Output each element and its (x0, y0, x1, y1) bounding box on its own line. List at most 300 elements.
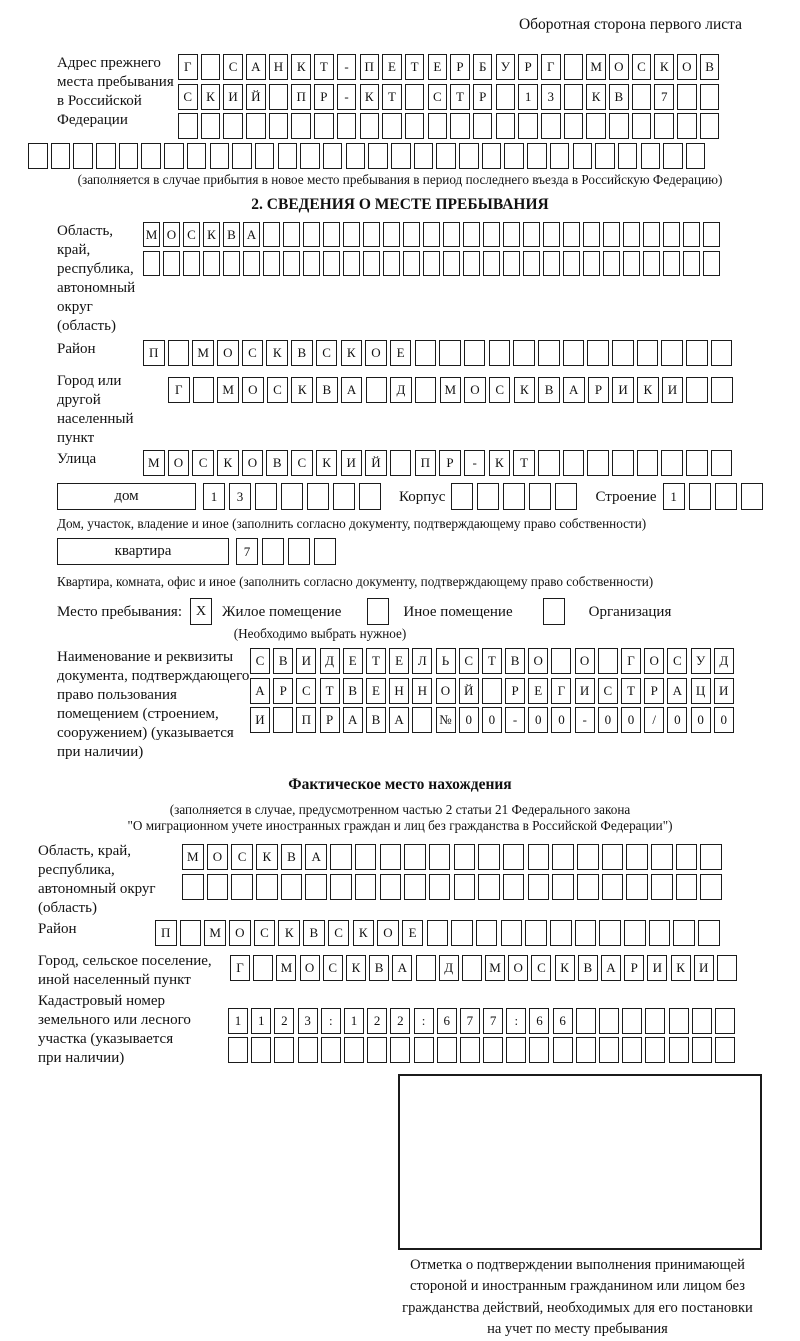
char-cell: А (305, 844, 327, 870)
char-cell: В (303, 920, 325, 946)
char-cell (543, 251, 560, 276)
char-cell: Г (621, 648, 641, 674)
char-cell: О (163, 222, 180, 247)
ulitsa-field (57, 450, 800, 480)
char-cell: Т (513, 450, 535, 476)
char-cell (323, 251, 340, 276)
char-cell (269, 113, 289, 139)
fact-raion-row (155, 920, 723, 946)
char-cell (626, 844, 648, 870)
char-cell (528, 874, 550, 900)
char-cell: Р (273, 678, 293, 704)
kadastr-row-2 (228, 1037, 738, 1063)
label-line: помещением (строением, (57, 706, 219, 722)
char-cell: К (341, 340, 363, 366)
section2-title: 2. СВЕДЕНИЯ О МЕСТЕ ПРЕБЫВАНИЯ (251, 196, 549, 213)
char-cell: О (207, 844, 229, 870)
char-cell: В (266, 450, 288, 476)
char-cell: А (250, 678, 270, 704)
char-cell (416, 955, 436, 981)
char-cell (415, 377, 437, 403)
char-cell: К (316, 450, 338, 476)
char-cell: С (531, 955, 551, 981)
kadastr-field (38, 992, 800, 1068)
kadastr-label (38, 992, 228, 1068)
char-cell (344, 1037, 364, 1063)
char-cell (323, 222, 340, 247)
char-cell: Ц (691, 678, 711, 704)
char-cell (677, 84, 697, 110)
char-cell (587, 340, 609, 366)
char-cell (437, 1037, 457, 1063)
char-cell: 0 (598, 707, 618, 733)
char-cell (482, 678, 502, 704)
char-cell: 2 (274, 1008, 294, 1034)
char-cell: : (321, 1008, 341, 1034)
label-line: автономный (57, 280, 136, 296)
char-cell: М (143, 222, 160, 247)
char-cell: А (246, 54, 266, 80)
char-cell (383, 222, 400, 247)
char-cell: С (250, 648, 270, 674)
char-cell: П (143, 340, 165, 366)
char-cell (523, 251, 540, 276)
char-cell (253, 955, 273, 981)
apartment-cells (236, 538, 340, 565)
char-cell (563, 222, 580, 247)
char-cell (478, 874, 500, 900)
char-cell (503, 251, 520, 276)
char-cell: К (489, 450, 511, 476)
char-cell: Н (412, 678, 432, 704)
char-cell: 0 (482, 707, 502, 733)
char-cell (390, 1037, 410, 1063)
char-cell (603, 222, 620, 247)
char-cell (459, 143, 479, 169)
char-cell: : (506, 1008, 526, 1034)
char-cell: Р (320, 707, 340, 733)
char-cell: С (489, 377, 511, 403)
char-cell (599, 1008, 619, 1034)
char-cell: 0 (621, 707, 641, 733)
char-cell (346, 143, 366, 169)
char-cell (599, 920, 621, 946)
char-cell: К (360, 84, 380, 110)
char-cell (543, 222, 560, 247)
char-cell (403, 222, 420, 247)
char-cell (263, 222, 280, 247)
label-line: Город или другой (57, 372, 122, 408)
char-cell (451, 920, 473, 946)
char-cell (626, 874, 648, 900)
char-cell: Й (365, 450, 387, 476)
document-label (57, 648, 250, 762)
char-cell: Ь (436, 648, 456, 674)
char-cell (541, 113, 561, 139)
char-cell (450, 113, 470, 139)
char-cell: 1 (203, 483, 225, 510)
prev-address-row-1 (178, 54, 723, 80)
char-cell (645, 1037, 665, 1063)
prev-address-row-3 (178, 113, 723, 139)
char-cell (439, 340, 461, 366)
char-cell (651, 844, 673, 870)
char-cell: В (538, 377, 560, 403)
char-cell: О (168, 450, 190, 476)
char-cell (518, 113, 538, 139)
char-cell (201, 113, 221, 139)
label-line: республика, (57, 261, 134, 277)
char-cell: П (360, 54, 380, 80)
char-cell (428, 113, 448, 139)
char-cell (367, 1037, 387, 1063)
char-cell (700, 84, 720, 110)
char-cell: 0 (714, 707, 734, 733)
char-cell (637, 340, 659, 366)
char-cell: О (365, 340, 387, 366)
char-cell: О (229, 920, 251, 946)
char-cell: М (217, 377, 239, 403)
char-cell: С (459, 648, 479, 674)
label-line: при наличии) (57, 744, 144, 760)
char-cell: В (343, 678, 363, 704)
prev-address-field (57, 54, 800, 143)
char-cell (443, 251, 460, 276)
char-cell: К (671, 955, 691, 981)
char-cell (403, 251, 420, 276)
char-cell (343, 251, 360, 276)
char-cell (506, 1037, 526, 1063)
char-cell (641, 143, 661, 169)
char-cell: К (278, 920, 300, 946)
char-cell (178, 113, 198, 139)
stamp-caption (380, 1255, 775, 1341)
char-cell (163, 251, 180, 276)
char-cell: И (575, 678, 595, 704)
char-cell (391, 143, 411, 169)
char-cell (700, 844, 722, 870)
organization-label: Организация (588, 604, 672, 620)
char-cell (496, 113, 516, 139)
char-cell: О (609, 54, 629, 80)
char-cell (553, 1037, 573, 1063)
fact-oblast-row-2 (182, 874, 725, 900)
char-cell (683, 251, 700, 276)
char-cell: Й (459, 678, 479, 704)
char-cell (232, 143, 252, 169)
char-cell: И (714, 678, 734, 704)
checkbox-residential: X (190, 598, 212, 625)
stroenie-label: Строение (595, 489, 657, 505)
char-cell (564, 54, 584, 80)
char-cell (183, 251, 200, 276)
char-cell (504, 143, 524, 169)
char-cell (368, 143, 388, 169)
label-line: участка (указывается (38, 1030, 174, 1047)
char-cell (333, 483, 355, 510)
char-cell (527, 143, 547, 169)
char-cell (246, 113, 266, 139)
document-row-3 (250, 707, 737, 733)
char-cell (563, 450, 585, 476)
char-cell (599, 1037, 619, 1063)
page-title: Оборотная сторона первого листа (518, 16, 742, 33)
char-cell (251, 1037, 271, 1063)
label-line: Город, сельское поселение, (38, 952, 212, 969)
char-cell (663, 251, 680, 276)
char-cell: 7 (654, 84, 674, 110)
char-cell: Р (314, 84, 334, 110)
char-cell (623, 251, 640, 276)
char-cell (96, 143, 116, 169)
char-cell (414, 143, 434, 169)
char-cell (711, 450, 733, 476)
char-cell (700, 874, 722, 900)
char-cell: Н (389, 678, 409, 704)
char-cell: Р (505, 678, 525, 704)
fact-oblast-field (38, 842, 800, 918)
char-cell (523, 222, 540, 247)
char-cell: 0 (551, 707, 571, 733)
char-cell (414, 1037, 434, 1063)
char-cell: О (436, 678, 456, 704)
char-cell (717, 955, 737, 981)
char-cell: 1 (251, 1008, 271, 1034)
char-cell (436, 143, 456, 169)
char-cell: М (182, 844, 204, 870)
char-cell: - (337, 54, 357, 80)
char-cell (427, 920, 449, 946)
char-cell: 0 (691, 707, 711, 733)
char-cell (454, 844, 476, 870)
char-cell (503, 874, 525, 900)
char-cell: О (217, 340, 239, 366)
char-cell: Е (428, 54, 448, 80)
char-cell (476, 920, 498, 946)
char-cell (612, 450, 634, 476)
char-cell: К (514, 377, 536, 403)
char-cell: - (464, 450, 486, 476)
char-cell: М (143, 450, 165, 476)
char-cell: А (392, 955, 412, 981)
char-cell: Д (714, 648, 734, 674)
char-cell: Т (621, 678, 641, 704)
char-cell: - (575, 707, 595, 733)
char-cell (330, 874, 352, 900)
char-cell (673, 920, 695, 946)
char-cell: И (612, 377, 634, 403)
char-cell (281, 483, 303, 510)
caption-line: на учет по месту пребывания (487, 1321, 668, 1337)
char-cell (715, 1008, 735, 1034)
label-line: сооружением) (указывается (57, 725, 234, 741)
document-row-2 (250, 678, 737, 704)
char-cell: В (316, 377, 338, 403)
char-cell (703, 222, 720, 247)
char-cell: Д (320, 648, 340, 674)
char-cell: Е (390, 340, 412, 366)
char-cell (228, 1037, 248, 1063)
char-cell (363, 222, 380, 247)
char-cell (203, 251, 220, 276)
other-premises-label: Иное помещение (403, 604, 513, 620)
char-cell (643, 222, 660, 247)
char-cell (651, 874, 673, 900)
gorod-label (57, 372, 168, 448)
char-cell: - (505, 707, 525, 733)
char-cell: Т (320, 678, 340, 704)
char-cell (645, 1008, 665, 1034)
char-cell: А (243, 222, 260, 247)
char-cell: Е (382, 54, 402, 80)
char-cell: К (201, 84, 221, 110)
char-cell: О (575, 648, 595, 674)
char-cell: 0 (459, 707, 479, 733)
char-cell (663, 222, 680, 247)
char-cell (454, 874, 476, 900)
label-line: иной населенный пункт (38, 971, 191, 988)
char-cell (624, 920, 646, 946)
char-cell (423, 222, 440, 247)
oblast-field (57, 222, 800, 336)
char-cell: 6 (553, 1008, 573, 1034)
char-cell: 0 (667, 707, 687, 733)
apartment-line (57, 538, 800, 569)
char-cell (281, 874, 303, 900)
char-cell (360, 113, 380, 139)
char-cell (278, 143, 298, 169)
char-cell (623, 222, 640, 247)
char-cell (366, 377, 388, 403)
char-cell (423, 251, 440, 276)
char-cell: М (485, 955, 505, 981)
residential-label: Жилое помещение (222, 604, 342, 620)
char-cell: 6 (437, 1008, 457, 1034)
char-cell (683, 222, 700, 247)
char-cell (555, 483, 577, 510)
char-cell (587, 450, 609, 476)
char-cell: Е (366, 678, 386, 704)
choose-note: (Необходимо выбрать нужное) (233, 626, 407, 641)
char-cell (489, 340, 511, 366)
char-cell: 0 (528, 707, 548, 733)
oblast-row-2 (143, 251, 723, 276)
char-cell (355, 874, 377, 900)
char-cell: Л (412, 648, 432, 674)
char-cell: К (203, 222, 220, 247)
char-cell: С (267, 377, 289, 403)
char-cell: Е (343, 648, 363, 674)
char-cell: С (178, 84, 198, 110)
char-cell (314, 113, 334, 139)
char-cell (654, 113, 674, 139)
char-cell: С (291, 450, 313, 476)
char-cell: В (273, 648, 293, 674)
char-cell (405, 113, 425, 139)
char-cell (119, 143, 139, 169)
char-cell (538, 340, 560, 366)
char-cell (263, 251, 280, 276)
char-cell: О (242, 450, 264, 476)
char-cell: В (505, 648, 525, 674)
char-cell: С (428, 84, 448, 110)
label-line: Наименование и реквизиты (57, 649, 234, 665)
prev-address-row-4 (28, 143, 800, 169)
char-cell (274, 1037, 294, 1063)
char-cell (661, 450, 683, 476)
char-cell: И (296, 648, 316, 674)
char-cell: И (647, 955, 667, 981)
char-cell: М (204, 920, 226, 946)
char-cell (337, 113, 357, 139)
char-cell (576, 1037, 596, 1063)
char-cell (609, 113, 629, 139)
char-cell: Р (439, 450, 461, 476)
char-cell (256, 874, 278, 900)
char-cell: 7 (483, 1008, 503, 1034)
char-cell: Р (518, 54, 538, 80)
char-cell: П (291, 84, 311, 110)
char-cell (405, 84, 425, 110)
char-cell (323, 143, 343, 169)
char-cell (692, 1008, 712, 1034)
char-cell: К (256, 844, 278, 870)
char-cell: № (436, 707, 456, 733)
char-cell: К (291, 377, 313, 403)
char-cell (525, 920, 547, 946)
label-line: автономный округ (38, 881, 156, 897)
char-cell (283, 222, 300, 247)
char-cell: Г (230, 955, 250, 981)
char-cell: К (555, 955, 575, 981)
char-cell: У (496, 54, 516, 80)
char-cell (464, 340, 486, 366)
char-cell: О (464, 377, 486, 403)
char-cell (182, 874, 204, 900)
char-cell: Р (473, 84, 493, 110)
char-cell: О (644, 648, 664, 674)
fact-oblast-label (38, 842, 182, 918)
char-cell: И (341, 450, 363, 476)
char-cell (669, 1008, 689, 1034)
char-cell: У (691, 648, 711, 674)
char-cell: И (250, 707, 270, 733)
stamp-box (398, 1074, 762, 1250)
char-cell (223, 113, 243, 139)
char-cell: М (586, 54, 606, 80)
char-cell (676, 844, 698, 870)
char-cell (503, 844, 525, 870)
char-cell (603, 251, 620, 276)
prev-address-label (57, 54, 178, 130)
char-cell (223, 251, 240, 276)
char-cell (622, 1008, 642, 1034)
char-cell (262, 538, 284, 565)
char-cell (231, 874, 253, 900)
char-cell: К (654, 54, 674, 80)
char-cell: Е (389, 648, 409, 674)
char-cell (663, 143, 683, 169)
raion-field (57, 340, 800, 370)
char-cell: / (644, 707, 664, 733)
kadastr-row-1 (228, 1008, 738, 1034)
label-line: Область, край, (38, 843, 132, 859)
char-cell (598, 648, 618, 674)
char-cell: Т (382, 84, 402, 110)
label-line: при наличии) (38, 1049, 125, 1066)
char-cell (618, 143, 638, 169)
label-line: округ (область) (57, 299, 116, 334)
